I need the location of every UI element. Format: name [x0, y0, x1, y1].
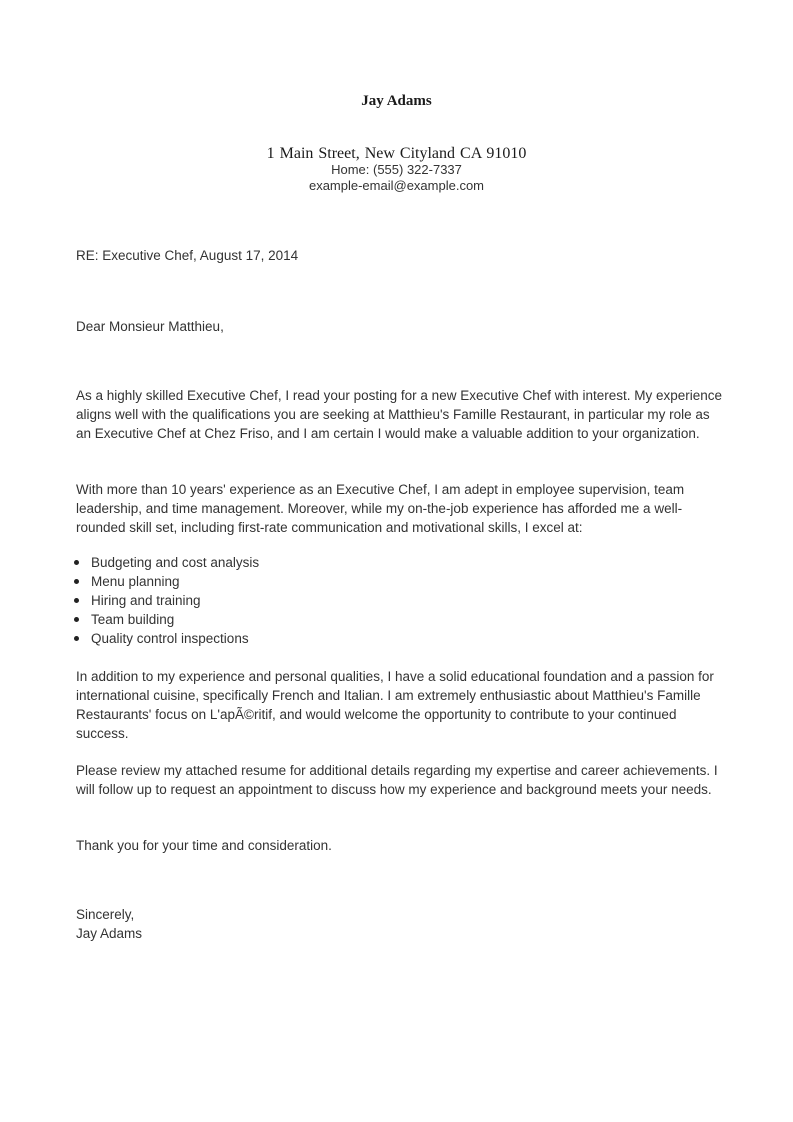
list-item-text: Team building [91, 612, 175, 627]
signer-name: Jay Adams [76, 926, 143, 941]
bullet-icon [74, 598, 79, 603]
list-item [76, 572, 259, 591]
re-line: RE: Executive Chef, August 17, 2014 [76, 248, 299, 263]
paragraph-3: In addition to my experience and personal qualities, I have a solid educational foundation and a passion for international cuisine, specifically French and Italian. I am extremely enthusiastic about Matthieu's Famille Restaurants' focus on L'apÃ©ritif, and would welcome the opportunity to contribute to your continued success. [76, 669, 714, 741]
paragraph-4: Please review my attached resume for additional details regarding my expertise and career achievements. I will follow up to request an appointment to discuss how my experience and background meets your needs. [76, 763, 718, 797]
paragraph-1: As a highly skilled Executive Chef, I read your posting for a new Executive Chef with interest. My experience aligns well with the qualifications you are seeking at Matthieu's Famille Restaurant, in particular my role as an Executive Chef at Chez Friso, and I am certain I would make a valuable addition to your organization. [76, 388, 723, 441]
list-item-text: Budgeting and cost analysis [91, 555, 260, 570]
skills-list [76, 553, 259, 648]
salutation: Dear Monsieur Matthieu, [76, 319, 224, 334]
list-item-text: Quality control inspections [91, 631, 249, 646]
bullet-icon [74, 579, 79, 584]
sender-email: example-email@example.com [308, 178, 485, 193]
paragraph-5: Thank you for your time and consideration. [76, 838, 332, 853]
sender-address: 1 Main Street, New Cityland CA 91010 [266, 145, 527, 162]
bullet-icon [74, 636, 79, 641]
sender-name: Jay Adams [361, 93, 432, 109]
list-item-text: Menu planning [91, 574, 180, 589]
sender-phone: Home: (555) 322-7337 [331, 162, 462, 177]
list-item [76, 591, 259, 610]
closing: Sincerely, [76, 907, 135, 922]
paragraph-2: With more than 10 years' experience as an Executive Chef, I am adept in employee supervision, team leadership, and time management. Moreover, while my on-the-job experience has afforded me a well-rounded skill set, including first-rate communication and motivational skills, I excel at: [76, 482, 685, 535]
bullet-icon [74, 560, 79, 565]
list-item-text: Hiring and training [91, 593, 201, 608]
list-item [76, 629, 259, 648]
list-item [76, 553, 259, 572]
bullet-icon [74, 617, 79, 622]
list-item [76, 610, 259, 629]
